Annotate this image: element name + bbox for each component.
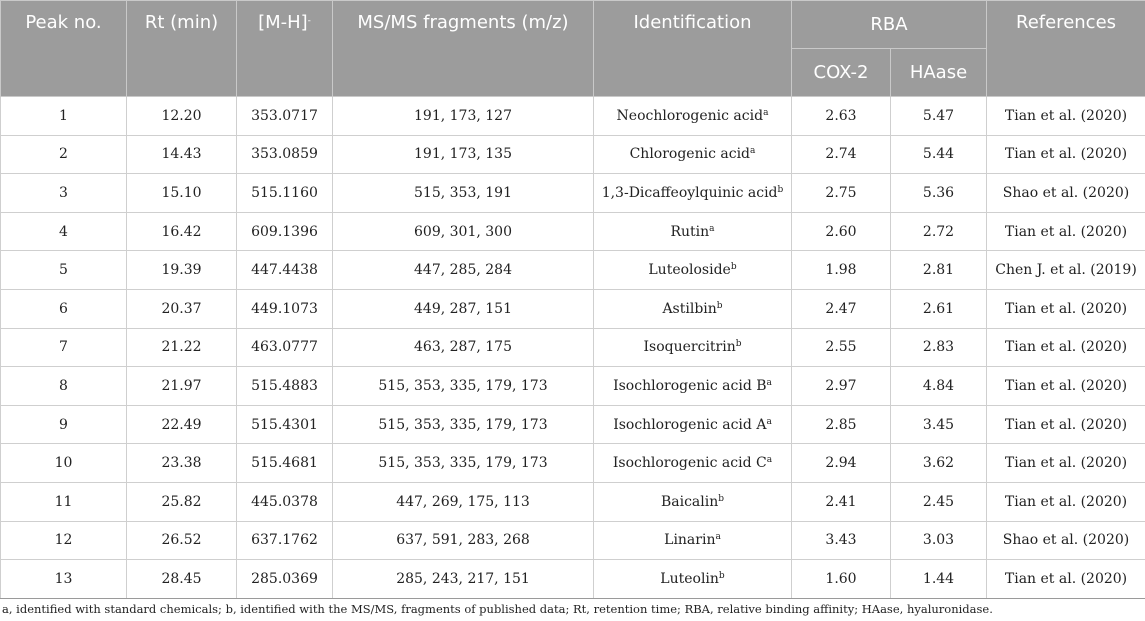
cell-peak: 13 (1, 560, 127, 599)
cell-reference: Chen J. et al. (2019) (987, 251, 1145, 290)
footnote-marker: b (718, 570, 725, 581)
col-header-mh-superscript: - (307, 16, 311, 26)
table-header (1, 1, 1145, 97)
cell-rt: 20.37 (127, 289, 237, 328)
footnote-marker: b (735, 339, 742, 350)
cell-peak: 1 (1, 97, 127, 136)
cell-reference: Tian et al. (2020) (987, 135, 1145, 174)
cell-mh: 447.4438 (237, 251, 333, 290)
col-header-references: References (987, 1, 1145, 97)
cell-peak: 6 (1, 289, 127, 328)
cell-reference: Tian et al. (2020) (987, 482, 1145, 521)
col-header-rba: RBA (792, 1, 987, 49)
cell-fragments: 515, 353, 335, 179, 173 (333, 444, 594, 483)
cell-fragments: 449, 287, 151 (333, 289, 594, 328)
cell-cox2: 2.85 (792, 405, 891, 444)
cell-fragments: 515, 353, 335, 179, 173 (333, 405, 594, 444)
compound-name: Baicalin (660, 493, 719, 510)
cell-haase: 4.84 (891, 367, 987, 406)
cell-reference: Tian et al. (2020) (987, 367, 1145, 406)
compound-name: Isochlorogenic acid A (613, 416, 767, 433)
cell-haase: 2.72 (891, 212, 987, 251)
cell-mh: 637.1762 (237, 521, 333, 560)
cell-identification (594, 289, 792, 328)
footnote-marker: b (777, 184, 784, 195)
table-footnote: a, identified with standard chemicals; b, identified with the MS/MS, fragments of published data; Rt, retention time; RBA, relative binding affinity; HAase, hyaluronidase. (2, 602, 993, 616)
cell-identification (594, 174, 792, 213)
cell-fragments: 515, 353, 335, 179, 173 (333, 367, 594, 406)
cell-identification (594, 328, 792, 367)
cell-mh: 609.1396 (237, 212, 333, 251)
footnote-marker: a (750, 146, 756, 157)
cell-haase: 3.45 (891, 405, 987, 444)
cell-cox2: 2.97 (792, 367, 891, 406)
footnote-marker: a (766, 416, 772, 427)
compound-name: Neochlorogenic acid (616, 107, 764, 124)
cell-mh: 285.0369 (237, 560, 333, 599)
cell-rt: 23.38 (127, 444, 237, 483)
col-header-mh-label: [M-H] (258, 12, 308, 33)
footnote-marker: b (730, 262, 737, 273)
cell-haase: 5.47 (891, 97, 987, 136)
cell-reference: Shao et al. (2020) (987, 174, 1145, 213)
col-header-fragments: MS/MS fragments (m/z) (333, 1, 594, 97)
cell-fragments: 515, 353, 191 (333, 174, 594, 213)
cell-peak: 2 (1, 135, 127, 174)
cell-identification (594, 444, 792, 483)
cell-reference: Tian et al. (2020) (987, 405, 1145, 444)
cell-haase: 2.61 (891, 289, 987, 328)
table-body (1, 97, 1145, 599)
cell-mh: 449.1073 (237, 289, 333, 328)
cell-fragments: 191, 173, 135 (333, 135, 594, 174)
table-row (1, 560, 1145, 599)
cell-haase: 2.45 (891, 482, 987, 521)
cell-peak: 4 (1, 212, 127, 251)
cell-identification (594, 482, 792, 521)
cell-peak: 8 (1, 367, 127, 406)
cell-rt: 22.49 (127, 405, 237, 444)
cell-reference: Tian et al. (2020) (987, 289, 1145, 328)
footnote-marker: a (715, 532, 721, 543)
cell-identification (594, 135, 792, 174)
cell-identification (594, 367, 792, 406)
table-row (1, 482, 1145, 521)
cell-reference: Tian et al. (2020) (987, 444, 1145, 483)
table-row (1, 444, 1145, 483)
col-header-peak: Peak no. (1, 1, 127, 97)
cell-rt: 14.43 (127, 135, 237, 174)
cell-reference: Tian et al. (2020) (987, 560, 1145, 599)
table-row (1, 328, 1145, 367)
table-row (1, 174, 1145, 213)
cell-haase: 3.62 (891, 444, 987, 483)
compound-name: Rutin (670, 223, 710, 240)
cell-cox2: 3.43 (792, 521, 891, 560)
cell-fragments: 285, 243, 217, 151 (333, 560, 594, 599)
cell-haase: 3.03 (891, 521, 987, 560)
cell-identification (594, 405, 792, 444)
cell-reference: Tian et al. (2020) (987, 212, 1145, 251)
footnote-marker: a (766, 455, 773, 466)
cell-cox2: 2.94 (792, 444, 891, 483)
cell-haase: 2.81 (891, 251, 987, 290)
cell-mh: 515.4301 (237, 405, 333, 444)
cell-rt: 16.42 (127, 212, 237, 251)
col-header-haase: HAase (891, 49, 987, 97)
compound-name: 1,3-Dicaffeoylquinic acid (601, 184, 778, 201)
cell-rt: 21.97 (127, 367, 237, 406)
cell-rt: 28.45 (127, 560, 237, 599)
footnote-marker: a (709, 223, 715, 234)
cell-mh: 515.1160 (237, 174, 333, 213)
col-header-identification: Identification (594, 1, 792, 97)
compound-name: Isoquercitrin (643, 339, 736, 356)
cell-cox2: 1.98 (792, 251, 891, 290)
cell-rt: 26.52 (127, 521, 237, 560)
cell-reference: Tian et al. (2020) (987, 328, 1145, 367)
cell-cox2: 2.74 (792, 135, 891, 174)
cell-haase: 2.83 (891, 328, 987, 367)
footnote-marker: a (766, 377, 772, 388)
cell-identification (594, 560, 792, 599)
cell-reference: Shao et al. (2020) (987, 521, 1145, 560)
cell-haase: 5.36 (891, 174, 987, 213)
compound-name: Luteoloside (648, 262, 731, 279)
cell-fragments: 447, 269, 175, 113 (333, 482, 594, 521)
cell-mh: 353.0717 (237, 97, 333, 136)
col-header-mh (237, 1, 333, 97)
cell-haase: 5.44 (891, 135, 987, 174)
cell-identification (594, 521, 792, 560)
cell-cox2: 2.75 (792, 174, 891, 213)
cell-cox2: 2.47 (792, 289, 891, 328)
table-row (1, 367, 1145, 406)
cell-peak: 5 (1, 251, 127, 290)
cell-peak: 9 (1, 405, 127, 444)
compound-name: Chlorogenic acid (629, 146, 751, 163)
cell-identification (594, 212, 792, 251)
cell-peak: 3 (1, 174, 127, 213)
footnote-marker: b (718, 493, 725, 504)
table-row (1, 135, 1145, 174)
cell-peak: 7 (1, 328, 127, 367)
cell-fragments: 609, 301, 300 (333, 212, 594, 251)
cell-haase: 1.44 (891, 560, 987, 599)
cell-identification (594, 251, 792, 290)
cell-reference: Tian et al. (2020) (987, 97, 1145, 136)
cell-mh: 463.0777 (237, 328, 333, 367)
cell-cox2: 2.55 (792, 328, 891, 367)
table-row (1, 97, 1145, 136)
compound-name: Isochlorogenic acid C (612, 455, 767, 472)
cell-cox2: 2.60 (792, 212, 891, 251)
cell-fragments: 191, 173, 127 (333, 97, 594, 136)
compound-name: Linarin (664, 532, 716, 549)
cell-mh: 515.4681 (237, 444, 333, 483)
col-header-cox2: COX-2 (792, 49, 891, 97)
table-row (1, 521, 1145, 560)
cell-rt: 25.82 (127, 482, 237, 521)
cell-fragments: 637, 591, 283, 268 (333, 521, 594, 560)
compound-name: Luteolin (660, 570, 719, 587)
cell-cox2: 2.63 (792, 97, 891, 136)
cell-rt: 21.22 (127, 328, 237, 367)
table-row (1, 251, 1145, 290)
footnote-marker: b (716, 300, 723, 311)
cell-peak: 11 (1, 482, 127, 521)
cell-cox2: 2.41 (792, 482, 891, 521)
cell-fragments: 447, 285, 284 (333, 251, 594, 290)
table-row (1, 289, 1145, 328)
cell-mh: 515.4883 (237, 367, 333, 406)
cell-rt: 12.20 (127, 97, 237, 136)
table-row (1, 405, 1145, 444)
cell-rt: 19.39 (127, 251, 237, 290)
cell-peak: 10 (1, 444, 127, 483)
cell-mh: 353.0859 (237, 135, 333, 174)
cell-peak: 12 (1, 521, 127, 560)
cell-identification (594, 97, 792, 136)
table-row (1, 212, 1145, 251)
cell-rt: 15.10 (127, 174, 237, 213)
cell-mh: 445.0378 (237, 482, 333, 521)
footnote-marker: a (763, 107, 769, 118)
cell-fragments: 463, 287, 175 (333, 328, 594, 367)
compound-name: Astilbin (662, 300, 717, 317)
compound-name: Isochlorogenic acid B (613, 377, 767, 394)
cell-cox2: 1.60 (792, 560, 891, 599)
col-header-rt: Rt (min) (127, 1, 237, 97)
